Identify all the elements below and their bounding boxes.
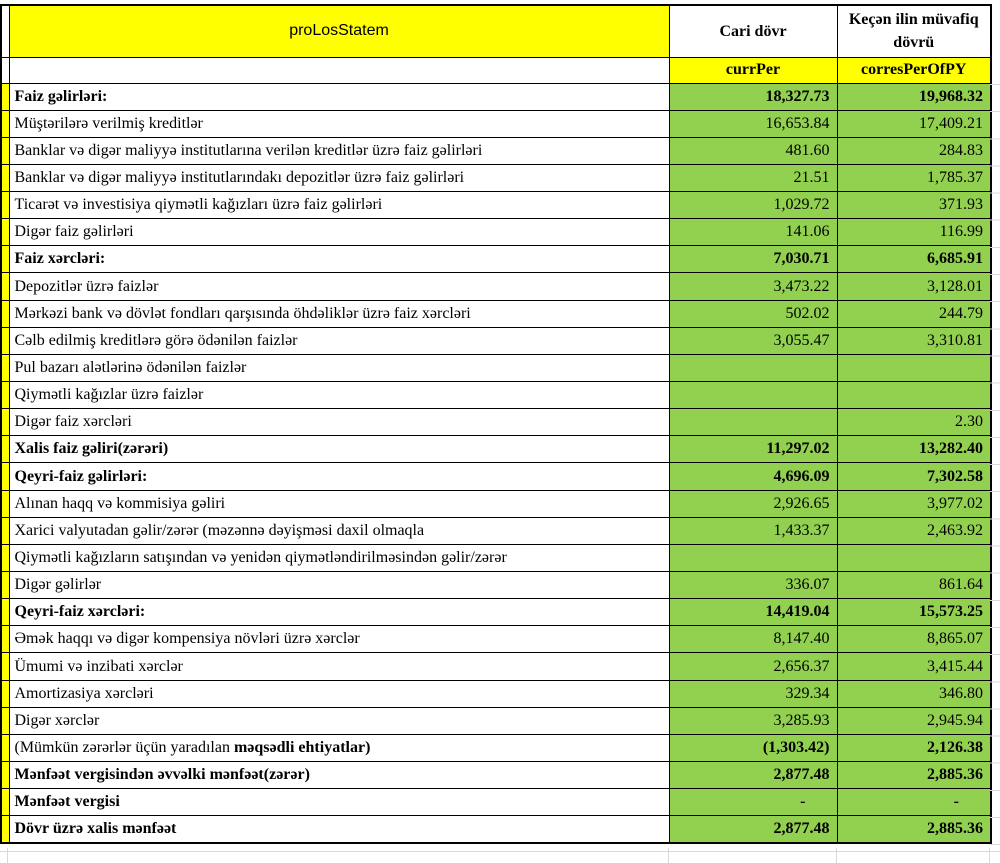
left-strip-cell [1, 192, 9, 219]
left-strip-cell [1, 57, 9, 83]
value-current [669, 409, 837, 436]
left-strip-cell [1, 626, 9, 653]
gridline-below-horizontal [0, 851, 1000, 852]
left-strip-cell [1, 463, 9, 490]
row-label: Ticarət və investisiya qiymətli kağızları üzrə faiz gəlirləri [9, 192, 669, 219]
left-strip-cell [1, 599, 9, 626]
row-label: Əmək haqqı və digər kompensiya növləri üzrə xərclər [9, 626, 669, 653]
value-previous: 15,573.25 [837, 599, 991, 626]
value-previous: - [837, 789, 991, 816]
left-strip-cell [1, 816, 9, 843]
table-row [1, 789, 991, 816]
header-row-codes [1, 57, 991, 83]
left-strip-cell [1, 110, 9, 137]
row-label: Cəlb edilmiş kreditlərə görə ödənilən faizlər [9, 327, 669, 354]
blank-cell [9, 57, 669, 83]
table-row [1, 219, 991, 246]
row-label: Dövr üzrə xalis mənfəət [9, 816, 669, 843]
header-previous-period: Keçən ilin müvafiq dövrü [837, 5, 991, 57]
row-label: Qeyri-faiz xərcləri: [9, 599, 669, 626]
left-strip-cell [1, 164, 9, 191]
table-row [1, 626, 991, 653]
value-current: 329.34 [669, 680, 837, 707]
table-row [1, 300, 991, 327]
value-current [669, 354, 837, 381]
left-strip-cell [1, 327, 9, 354]
value-previous: 371.93 [837, 192, 991, 219]
value-current: 11,297.02 [669, 436, 837, 463]
value-current: 14,419.04 [669, 599, 837, 626]
value-previous: 861.64 [837, 572, 991, 599]
value-previous: 2.30 [837, 409, 991, 436]
left-strip-cell [1, 436, 9, 463]
value-previous [837, 544, 991, 571]
table-row [1, 463, 991, 490]
value-current: 336.07 [669, 572, 837, 599]
table-row [1, 544, 991, 571]
table-row [1, 517, 991, 544]
left-strip-cell [1, 789, 9, 816]
row-label: Xarici valyutadan gəlir/zərər (məzənnə dəyişməsi daxil olmaqla [9, 517, 669, 544]
row-label: Depozitlər üzrə faizlər [9, 273, 669, 300]
left-strip-cell [1, 246, 9, 273]
gridline-below-vertical [989, 848, 990, 863]
value-previous [837, 382, 991, 409]
value-current: 2,926.65 [669, 490, 837, 517]
table-row [1, 762, 991, 789]
row-label: Mənfəət vergisi [9, 789, 669, 816]
value-current: 1,029.72 [669, 192, 837, 219]
value-current: 502.02 [669, 300, 837, 327]
value-previous: 346.80 [837, 680, 991, 707]
left-strip-cell [1, 137, 9, 164]
value-current [669, 382, 837, 409]
value-current: 3,285.93 [669, 707, 837, 734]
header-code-previous: corresPerOfPY [837, 57, 991, 83]
gridline-below-vertical [836, 848, 837, 863]
value-previous: 244.79 [837, 300, 991, 327]
row-label: Qiymətli kağızların satışından və yenidən qiymətləndirilməsindən gəlir/zərər [9, 544, 669, 571]
left-strip-cell [1, 707, 9, 734]
row-label: Alınan haqq və kommisiya gəliri [9, 490, 669, 517]
value-current: 18,327.73 [669, 83, 837, 110]
row-label: Mərkəzi bank və dövlət fondları qarşısında öhdəliklər üzrə faiz xərcləri [9, 300, 669, 327]
table-row [1, 164, 991, 191]
table-row [1, 409, 991, 436]
value-previous: 2,885.36 [837, 762, 991, 789]
row-label: Qiymətli kağızlar üzrə faizlər [9, 382, 669, 409]
value-previous: 19,968.32 [837, 83, 991, 110]
table-row [1, 680, 991, 707]
value-previous: 8,865.07 [837, 626, 991, 653]
row-label: Faiz gəlirləri: [9, 83, 669, 110]
value-previous: 7,302.58 [837, 463, 991, 490]
table-row [1, 382, 991, 409]
value-previous: 13,282.40 [837, 436, 991, 463]
row-label: Müştərilərə verilmiş kreditlər [9, 110, 669, 137]
value-previous: 17,409.21 [837, 110, 991, 137]
value-current: 16,653.84 [669, 110, 837, 137]
header-row-titles [1, 5, 991, 57]
left-strip-cell [1, 219, 9, 246]
row-label: Digər xərclər [9, 707, 669, 734]
value-previous: 1,785.37 [837, 164, 991, 191]
table-row [1, 490, 991, 517]
value-current: 2,877.48 [669, 762, 837, 789]
row-label: Qeyri-faiz gəlirləri: [9, 463, 669, 490]
left-strip-cell [1, 273, 9, 300]
table-row [1, 110, 991, 137]
value-current: 3,473.22 [669, 273, 837, 300]
row-label: Pul bazarı alətlərinə ödənilən faizlər [9, 354, 669, 381]
row-label: Ümumi və inzibati xərclər [9, 653, 669, 680]
value-current: 2,877.48 [669, 816, 837, 843]
left-strip-cell [1, 762, 9, 789]
left-strip-cell [1, 517, 9, 544]
value-previous: 116.99 [837, 219, 991, 246]
table-row [1, 599, 991, 626]
header-code-current: currPer [669, 57, 837, 83]
table-row [1, 137, 991, 164]
row-label: Amortizasiya xərcləri [9, 680, 669, 707]
left-strip-cell [1, 572, 9, 599]
gridlines-right-margin [990, 84, 1000, 846]
row-label: Digər gəlirlər [9, 572, 669, 599]
value-previous: 3,977.02 [837, 490, 991, 517]
value-previous: 3,128.01 [837, 273, 991, 300]
value-current: 2,656.37 [669, 653, 837, 680]
row-label: Mənfəət vergisindən əvvəlki mənfəət(zərər) [9, 762, 669, 789]
value-current: (1,303.42) [669, 734, 837, 761]
value-previous: 284.83 [837, 137, 991, 164]
row-label: Banklar və digər maliyyə institutlarına verilən kreditlər üzrə faiz gəlirləri [9, 137, 669, 164]
row-label-bold-part: məqsədli ehtiyatlar) [233, 738, 371, 756]
value-current: 21.51 [669, 164, 837, 191]
table-row [1, 327, 991, 354]
row-label: Digər faiz gəlirləri [9, 219, 669, 246]
row-label: Banklar və digər maliyyə institutlarındakı depozitlər üzrə faiz gəlirləri [9, 164, 669, 191]
table-row [1, 707, 991, 734]
value-previous: 3,415.44 [837, 653, 991, 680]
value-previous: 2,463.92 [837, 517, 991, 544]
value-current: - [669, 789, 837, 816]
left-strip-cell [1, 382, 9, 409]
value-current: 8,147.40 [669, 626, 837, 653]
row-label: Xalis faiz gəliri(zərəri) [9, 436, 669, 463]
row-label: Faiz xərcləri: [9, 246, 669, 273]
table-row [1, 653, 991, 680]
value-current: 4,696.09 [669, 463, 837, 490]
table-row [1, 83, 991, 110]
value-previous: 2,126.38 [837, 734, 991, 761]
table-body [1, 83, 991, 843]
left-strip-cell [1, 653, 9, 680]
table-row [1, 734, 991, 761]
value-current: 3,055.47 [669, 327, 837, 354]
table-row [1, 273, 991, 300]
left-strip-cell [1, 83, 9, 110]
value-current: 481.60 [669, 137, 837, 164]
table-row [1, 436, 991, 463]
value-previous: 6,685.91 [837, 246, 991, 273]
value-current [669, 544, 837, 571]
left-strip-cell [1, 5, 9, 57]
left-strip-cell [1, 409, 9, 436]
value-previous: 3,310.81 [837, 327, 991, 354]
gridline-below-vertical [7, 848, 8, 863]
value-previous: 2,885.36 [837, 816, 991, 843]
left-strip-cell [1, 300, 9, 327]
row-label: Digər faiz xərcləri [9, 409, 669, 436]
value-previous [837, 354, 991, 381]
header-current-period: Cari dövr [669, 5, 837, 57]
value-current: 7,030.71 [669, 246, 837, 273]
table-row [1, 816, 991, 843]
profit-loss-table [0, 4, 992, 844]
value-previous: 2,945.94 [837, 707, 991, 734]
left-strip-cell [1, 354, 9, 381]
table-row [1, 354, 991, 381]
left-strip-cell [1, 734, 9, 761]
table-row [1, 572, 991, 599]
gridline-below-vertical [668, 848, 669, 863]
left-strip-cell [1, 680, 9, 707]
table-row [1, 192, 991, 219]
row-label: (Mümkün zərərlər üçün yaradılan məqsədli ehtiyatlar) [9, 734, 669, 761]
left-strip-cell [1, 544, 9, 571]
value-current: 1,433.37 [669, 517, 837, 544]
table-row [1, 246, 991, 273]
table-title: proLosStatem [9, 5, 669, 57]
left-strip-cell [1, 490, 9, 517]
value-current: 141.06 [669, 219, 837, 246]
